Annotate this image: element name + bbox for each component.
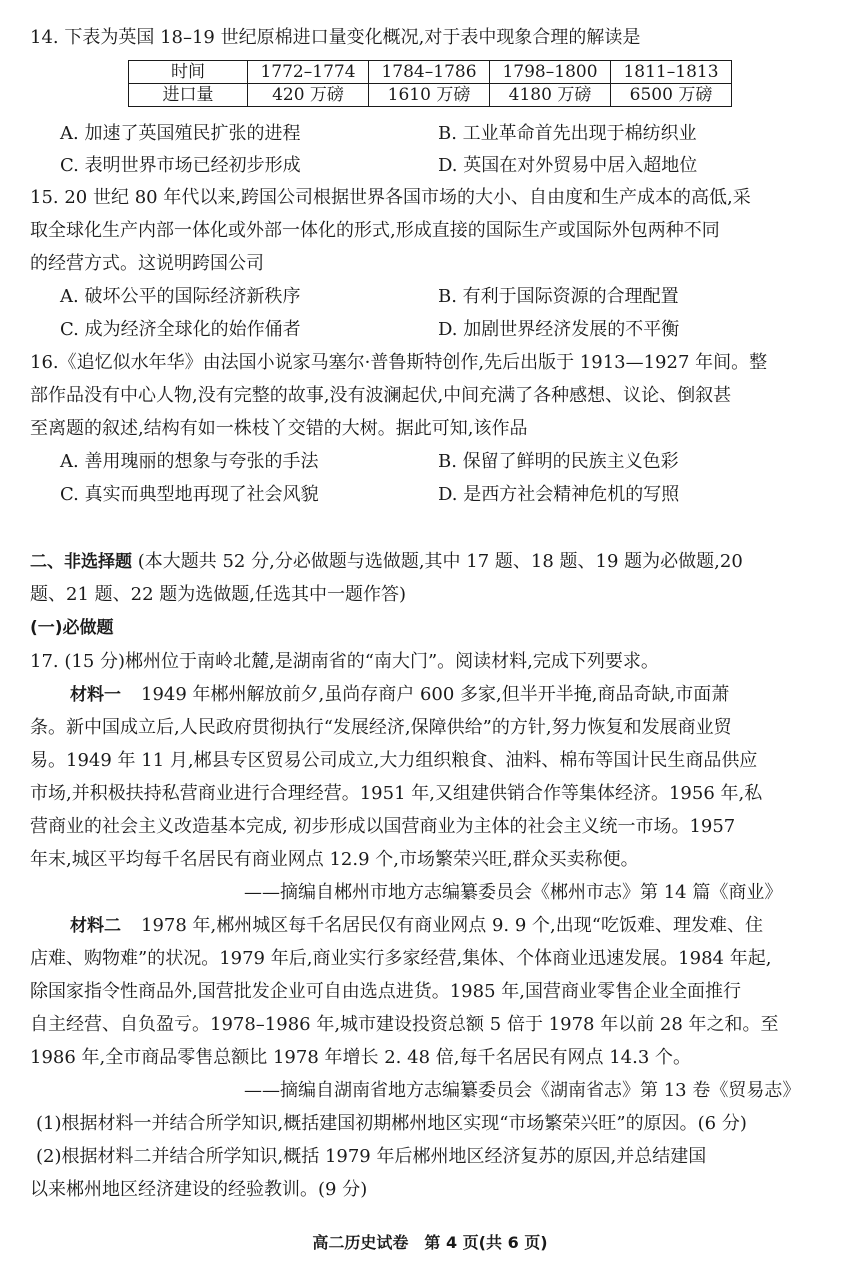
table-cell: 1798–1800 [490, 61, 611, 84]
q16-option-a: A. 善用瑰丽的想象与夸张的手法 [60, 451, 319, 472]
table-row [129, 61, 732, 84]
material1-line: 易。1949 年 11 月,郴县专区贸易公司成立,大力组织粮食、油料、棉布等国计民生商品供应 [30, 750, 758, 771]
material1-first-line [30, 683, 830, 707]
table-cell: 420 万磅 [248, 84, 369, 107]
q14-option-c: C. 表明世界市场已经初步形成 [60, 155, 301, 176]
q16-option-b: B. 保留了鲜明的民族主义色彩 [438, 451, 679, 472]
import-table [128, 60, 732, 107]
q14-option-b: B. 工业革命首先出现于棉纺织业 [438, 123, 697, 144]
material2-label: 材料二 [70, 916, 121, 936]
material1-source: ——摘编自郴州市地方志编纂委员会《郴州市志》第 14 篇《商业》 [244, 882, 783, 903]
table-row [129, 84, 732, 107]
material1-text: 1949 年郴州解放前夕,虽尚存商户 600 多家,但半开半掩,商品奇缺,市面萧 [141, 684, 730, 705]
q14-option-a: A. 加速了英国殖民扩张的进程 [60, 123, 301, 144]
material1-line: 年末,城区平均每千名居民有商业网点 12.9 个,市场繁荣兴旺,群众买卖称便。 [30, 849, 639, 870]
q16-option-d: D. 是西方社会精神危机的写照 [438, 484, 680, 505]
q17-stem: 17. (15 分)郴州位于南岭北麓,是湖南省的“南大门”。阅读材料,完成下列要求。 [30, 651, 659, 672]
table-cell: 4180 万磅 [490, 84, 611, 107]
table-cell: 1772–1774 [248, 61, 369, 84]
material2-line: 1986 年,全市商品零售总额比 1978 年增长 2. 48 倍,每千名居民有网点 14.3 个。 [30, 1047, 691, 1068]
section2-subheading: (一)必做题 [30, 618, 114, 638]
q15-stem-line: 取全球化生产内部一体化或外部一体化的形式,形成直接的国际生产或国际外包两种不同 [30, 220, 720, 241]
material2-first-line [30, 914, 830, 938]
section2-intro-line: 题、21 题、22 题为选做题,任选其中一题作答) [30, 584, 406, 605]
material2-text: 1978 年,郴州城区每千名居民仅有商业网点 9. 9 个,出现“吃饭难、理发难、住 [141, 915, 763, 936]
q15-option-a: A. 破坏公平的国际经济新秩序 [60, 286, 301, 307]
q15-stem-line: 15. 20 世纪 80 年代以来,跨国公司根据世界各国市场的大小、自由度和生产成本的高低,采 [30, 187, 751, 208]
q14-option-d: D. 英国在对外贸易中居入超地位 [438, 155, 698, 176]
q16-stem-line: 部作品没有中心人物,没有完整的故事,没有波澜起伏,中间充满了各种感想、议论、倒叙甚 [30, 385, 732, 406]
q17-requirement-2-cont: 以来郴州地区经济建设的经验教训。(9 分) [30, 1179, 368, 1200]
material1-label: 材料一 [70, 685, 121, 705]
section2-heading: 二、非选择题 [30, 552, 132, 572]
section2-intro-text: (本大题共 52 分,分必做题与选做题,其中 17 题、18 题、19 题为必做题,20 [137, 551, 743, 572]
table-cell: 进口量 [129, 84, 248, 107]
table-cell: 1610 万磅 [369, 84, 490, 107]
q16-stem-line: 至离题的叙述,结构有如一株枝丫交错的大树。据此可知,该作品 [30, 418, 528, 439]
q15-option-b: B. 有利于国际资源的合理配置 [438, 286, 679, 307]
q16-stem-line: 16.《追忆似水年华》由法国小说家马塞尔·普鲁斯特创作,先后出版于 1913—1927 年间。整 [30, 352, 768, 373]
q16-option-c: C. 真实而典型地再现了社会风貌 [60, 484, 319, 505]
section2-intro [30, 550, 830, 574]
table-cell: 时间 [129, 61, 248, 84]
q15-stem-line: 的经营方式。这说明跨国公司 [30, 253, 264, 274]
q14-stem: 14. 下表为英国 18–19 世纪原棉进口量变化概况,对于表中现象合理的解读是 [30, 27, 641, 48]
q17-requirement-2: (2)根据材料二并结合所学知识,概括 1979 年后郴州地区经济复苏的原因,并总结建国 [36, 1146, 707, 1167]
page-footer: 高二历史试卷 第 4 页(共 6 页) [312, 1233, 548, 1252]
q17-requirement-1: (1)根据材料一并结合所学知识,概括建国初期郴州地区实现“市场繁荣兴旺”的原因。(6 分) [36, 1113, 747, 1134]
material1-line: 条。新中国成立后,人民政府贯彻执行“发展经济,保障供给”的方针,努力恢复和发展商业贸 [30, 717, 732, 738]
q15-option-c: C. 成为经济全球化的始作俑者 [60, 319, 301, 340]
material2-line: 除国家指令性商品外,国营批发企业可自由选点进货。1985 年,国营商业零售企业全面推行 [30, 981, 741, 1002]
q15-option-d: D. 加剧世界经济发展的不平衡 [438, 319, 680, 340]
material2-line: 自主经营、自负盈亏。1978–1986 年,城市建设投资总额 5 倍于 1978 年以前 28 年之和。至 [30, 1014, 779, 1035]
table-cell: 1811–1813 [611, 61, 732, 84]
table-cell: 1784–1786 [369, 61, 490, 84]
material2-source: ——摘编自湖南省地方志编纂委员会《湖南省志》第 13 卷《贸易志》 [244, 1080, 801, 1101]
material1-line: 市场,并积极扶持私营商业进行合理经营。1951 年,又组建供销合作等集体经济。1956 年,私 [30, 783, 763, 804]
material2-line: 店难、购物难”的状况。1979 年后,商业实行多家经营,集体、个体商业迅速发展。1984 年起, [30, 948, 772, 969]
table-cell: 6500 万磅 [611, 84, 732, 107]
material1-line: 营商业的社会主义改造基本完成, 初步形成以国营商业为主体的社会主义统一市场。1957 [30, 816, 736, 837]
